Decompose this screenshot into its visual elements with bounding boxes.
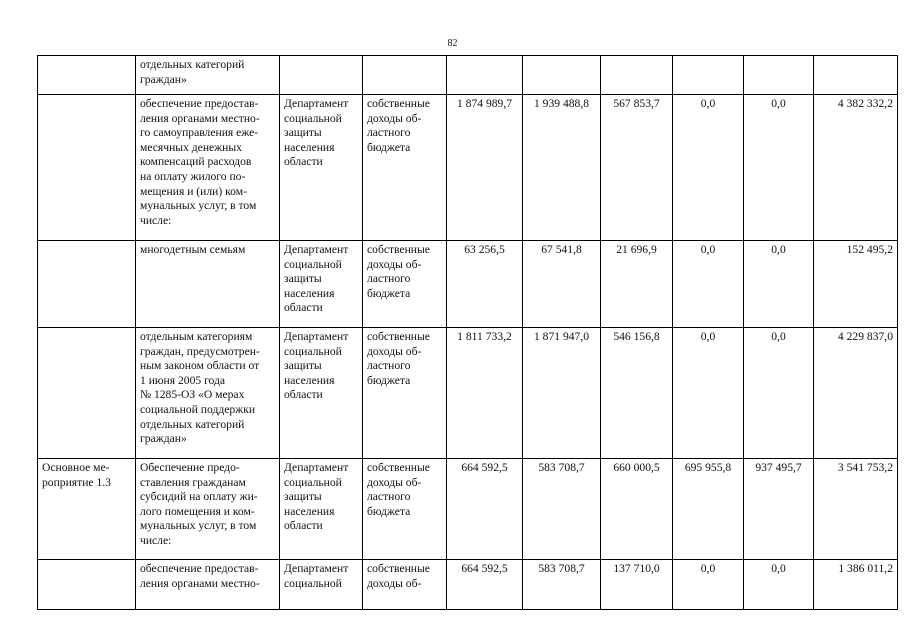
executor-cell (280, 459, 363, 560)
cell-text-line: социальной (284, 344, 342, 358)
activity-name-cell (38, 328, 136, 459)
cell-text-line: бюджета (367, 286, 411, 300)
cell-text-line: ным законом области от (140, 359, 260, 373)
cell-text-line: социальной поддержки (140, 402, 256, 416)
value-cell: 63 256,5 (447, 241, 523, 328)
page-number: 82 (447, 38, 458, 49)
cell-text-line: доходы об- (367, 475, 422, 489)
activity-name-cell (38, 56, 136, 95)
cell-text-line: обеспечение предостав- (140, 97, 259, 110)
funding-source-cell (363, 95, 447, 241)
cell-text-line: ления органами местно- (140, 111, 260, 125)
cell-text-line: доходы об- (367, 111, 422, 125)
value-cell (744, 56, 814, 95)
value-cell: 0,0 (673, 95, 744, 241)
table-row (38, 95, 898, 241)
cell-text-line: отдельных категорий (140, 58, 245, 71)
cell-text-line: Основное ме- (42, 461, 110, 474)
cell-text-line: го самоуправления еже- (140, 126, 259, 140)
cell-text-line: компенсаций расходов (140, 155, 252, 169)
cell-text-line: Департамент (284, 330, 349, 343)
cell-text-line: Департамент (284, 243, 349, 256)
value-cell: 583 708,7 (523, 459, 601, 560)
value-cell: 0,0 (673, 241, 744, 328)
cell-text-line: Обеспечение предо- (140, 461, 240, 474)
value-cell: 660 000,5 (601, 459, 673, 560)
activity-name-cell (38, 241, 136, 328)
cell-text-line: собственные (367, 243, 430, 256)
cell-text-line: бюджета (367, 504, 411, 518)
cell-text-line: числе: (140, 213, 172, 227)
value-cell: 21 696,9 (601, 241, 673, 328)
cell-text-line: лого помещения и ком- (140, 504, 255, 518)
value-cell: 4 229 837,0 (814, 328, 898, 459)
value-cell: 0,0 (744, 95, 814, 241)
cell-text-line: № 1285-ОЗ «О мерах (140, 388, 245, 402)
value-cell: 1 939 488,8 (523, 95, 601, 241)
cell-text-line: собственные (367, 330, 430, 343)
value-cell: 546 156,8 (601, 328, 673, 459)
cell-text-line: многодетным семьям (140, 243, 246, 256)
description-cell (136, 459, 280, 560)
executor-cell (280, 328, 363, 459)
value-cell: 3 541 753,2 (814, 459, 898, 560)
cell-text-line: собственные (367, 562, 430, 575)
cell-text-line: бюджета (367, 140, 411, 154)
table-row (38, 328, 898, 459)
cell-text-line: ставления гражданам (140, 475, 246, 489)
cell-text-line: Департамент (284, 562, 349, 575)
cell-text-line: ластного (367, 272, 411, 286)
table-row (38, 560, 898, 610)
cell-text-line: мещения и (или) ком- (140, 184, 247, 198)
value-cell: 664 592,5 (447, 459, 523, 560)
value-cell: 137 710,0 (601, 560, 673, 610)
table-row (38, 56, 898, 95)
cell-text-line: собственные (367, 461, 430, 474)
executor-cell (280, 560, 363, 610)
cell-text-line: Департамент (284, 97, 349, 110)
description-cell (136, 560, 280, 610)
funding-source-cell (363, 560, 447, 610)
cell-text-line: области (284, 155, 323, 169)
executor-cell (280, 241, 363, 328)
cell-text-line: населения (284, 286, 335, 300)
description-cell (136, 328, 280, 459)
activity-name-cell (38, 459, 136, 560)
cell-text-line: граждан» (140, 72, 187, 86)
funding-source-cell (363, 241, 447, 328)
value-cell: 0,0 (744, 560, 814, 610)
value-cell (601, 56, 673, 95)
budget-table (37, 55, 898, 610)
cell-text-line: социальной (284, 257, 342, 271)
description-cell (136, 95, 280, 241)
value-cell: 937 495,7 (744, 459, 814, 560)
cell-text-line: граждан, предусмотрен- (140, 344, 260, 358)
value-cell: 0,0 (673, 560, 744, 610)
value-cell: 152 495,2 (814, 241, 898, 328)
value-cell: 0,0 (744, 328, 814, 459)
table-row (38, 241, 898, 328)
value-cell (673, 56, 744, 95)
description-cell (136, 56, 280, 95)
value-cell (447, 56, 523, 95)
value-cell: 1 811 733,2 (447, 328, 523, 459)
cell-text-line: числе: (140, 533, 172, 547)
cell-text-line: социальной (284, 111, 342, 125)
description-cell (136, 241, 280, 328)
cell-text-line: ления органами местно- (140, 576, 260, 590)
value-cell: 664 592,5 (447, 560, 523, 610)
cell-text-line: области (284, 388, 323, 402)
value-cell: 1 874 989,7 (447, 95, 523, 241)
cell-text-line: доходы об- (367, 257, 422, 271)
cell-text-line: Департамент (284, 461, 349, 474)
value-cell: 567 853,7 (601, 95, 673, 241)
cell-text-line: на оплату жилого по- (140, 169, 246, 183)
value-cell (814, 56, 898, 95)
table-row (38, 459, 898, 560)
cell-text-line: области (284, 301, 323, 315)
cell-text-line: собственные (367, 97, 430, 110)
cell-text-line: отдельным категориям (140, 330, 253, 343)
cell-text-line: защиты (284, 490, 322, 504)
value-cell: 0,0 (744, 241, 814, 328)
activity-name-cell (38, 95, 136, 241)
cell-text-line: социальной (284, 475, 342, 489)
cell-text-line: населения (284, 373, 335, 387)
cell-text-line: отдельных категорий (140, 417, 245, 431)
cell-text-line: мунальных услуг, в том (140, 199, 257, 213)
value-cell (523, 56, 601, 95)
cell-text-line: ластного (367, 126, 411, 140)
cell-text-line: ластного (367, 359, 411, 373)
funding-source-cell (363, 56, 447, 95)
funding-source-cell (363, 328, 447, 459)
cell-text-line: социальной (284, 576, 342, 590)
funding-source-cell (363, 459, 447, 560)
cell-text-line: мунальных услуг, в том (140, 519, 257, 533)
cell-text-line: бюджета (367, 373, 411, 387)
value-cell: 1 386 011,2 (814, 560, 898, 610)
cell-text-line: доходы об- (367, 576, 422, 590)
cell-text-line: доходы об- (367, 344, 422, 358)
cell-text-line: населения (284, 140, 335, 154)
cell-text-line: ластного (367, 490, 411, 504)
cell-text-line: граждан» (140, 432, 187, 446)
cell-text-line: субсидий на оплату жи- (140, 490, 258, 504)
cell-text-line: защиты (284, 272, 322, 286)
activity-name-cell (38, 560, 136, 610)
cell-text-line: месячных денежных (140, 140, 242, 154)
cell-text-line: роприятие 1.3 (42, 475, 111, 489)
cell-text-line: защиты (284, 359, 322, 373)
cell-text-line: 1 июня 2005 года (140, 373, 226, 387)
value-cell: 583 708,7 (523, 560, 601, 610)
cell-text-line: защиты (284, 126, 322, 140)
cell-text-line: области (284, 519, 323, 533)
executor-cell (280, 95, 363, 241)
value-cell: 0,0 (673, 328, 744, 459)
cell-text-line: населения (284, 504, 335, 518)
executor-cell (280, 56, 363, 95)
value-cell: 67 541,8 (523, 241, 601, 328)
value-cell: 695 955,8 (673, 459, 744, 560)
value-cell: 1 871 947,0 (523, 328, 601, 459)
cell-text-line: обеспечение предостав- (140, 562, 259, 575)
value-cell: 4 382 332,2 (814, 95, 898, 241)
